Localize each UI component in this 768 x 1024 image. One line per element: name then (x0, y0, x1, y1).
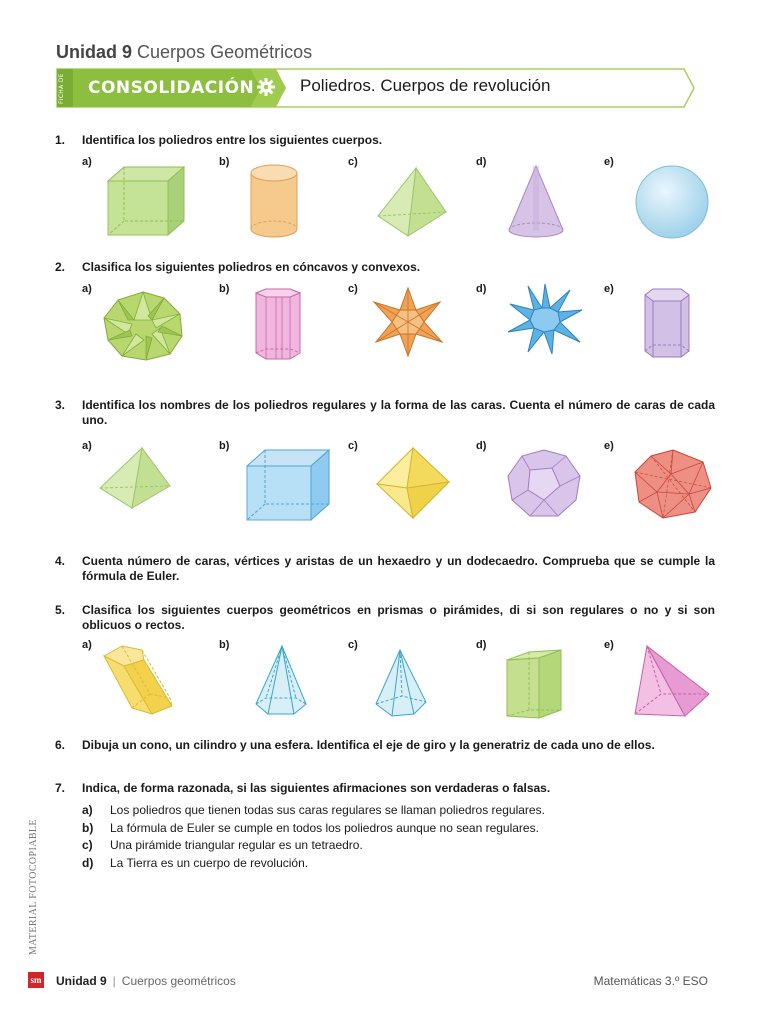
sphere-icon (634, 164, 710, 240)
cube-icon (245, 448, 331, 522)
footer-unit-label: Unidad 9 (56, 974, 107, 988)
publisher-logo: sm (28, 972, 44, 988)
star-polyhedron-icon (372, 286, 444, 358)
option-label: b) (219, 283, 230, 295)
option-label: c) (348, 639, 358, 651)
ficha-label: FICHA DE (58, 73, 65, 105)
footer-course: Matemáticas 3.º ESO (593, 974, 708, 988)
square-prism-icon (505, 648, 563, 720)
question-text: Dibuja un cono, un cilindro y una esfera. Identifica el eje de giro y la generatriz de cada uno de ellos. (82, 738, 655, 752)
question-number: 6. (55, 738, 66, 752)
statement-text: Los poliedros que tienen todas sus caras regulares se llaman poliedros regulares. (110, 803, 545, 817)
statement-a (82, 803, 545, 818)
question-3 (55, 398, 715, 428)
oblique-pyramid-icon (633, 644, 711, 718)
statement-text: La Tierra es un cuerpo de revolución. (110, 856, 309, 870)
question-6 (55, 738, 715, 753)
option-label: b) (219, 639, 230, 651)
octahedron-icon (375, 446, 451, 520)
question-number: 2. (55, 260, 66, 274)
icosahedron-icon (633, 448, 713, 520)
cube-icon (106, 165, 186, 237)
question-7 (55, 781, 715, 796)
option-label: c) (348, 156, 358, 168)
question-4 (55, 554, 715, 584)
option-label: a) (82, 156, 92, 168)
statement-label: b) (82, 821, 94, 835)
pentagonal-pyramid-icon (374, 648, 428, 720)
oblique-pentagonal-prism-icon (100, 644, 174, 718)
option-label: d) (476, 639, 487, 651)
option-label: c) (348, 440, 358, 452)
option-label: e) (604, 639, 614, 651)
question-text: Indica, de forma razonada, si las siguientes afirmaciones son verdaderas o falsas. (82, 781, 551, 795)
statement-d (82, 856, 308, 871)
statement-text: La fórmula de Euler se cumple en todos los poliedros aunque no sean regulares. (110, 821, 539, 835)
question-text: Cuenta número de caras, vértices y aristas de un hexaedro y un dodecaedro. Comprueba que se cumple la fórmula de Euler. (82, 554, 715, 583)
stellated-polyhedron-icon (102, 290, 184, 362)
section-label: CONSOLIDACIÓN (88, 78, 255, 98)
statement-label: d) (82, 856, 94, 870)
section-title: Poliedros. Cuerpos de revolución (300, 76, 551, 95)
question-text: Clasifica los siguientes poliedros en cóncavos y convexos. (82, 260, 421, 274)
question-number: 1. (55, 133, 66, 147)
cylinder-icon (248, 163, 300, 239)
statement-b (82, 821, 539, 836)
hexagonal-pyramid-icon (252, 644, 310, 718)
option-label: c) (348, 283, 358, 295)
question-1 (55, 133, 715, 148)
footer-separator: | (112, 974, 116, 988)
footer-unit (56, 974, 236, 988)
unit-topic: Cuerpos Geométricos (137, 42, 313, 62)
question-text: Identifica los poliedros entre los siguientes cuerpos. (82, 133, 383, 147)
option-label: a) (82, 639, 92, 651)
option-label: a) (82, 283, 92, 295)
spiky-star-polyhedron-icon (506, 282, 584, 356)
question-number: 5. (55, 603, 66, 617)
question-text: Clasifica los siguientes cuerpos geométricos en prismas o pirámides, di si son regulares o no y si son oblicuos o rectos. (82, 603, 715, 632)
tetrahedron-icon (376, 166, 448, 238)
hexagonal-prism-icon (643, 287, 691, 359)
cone-icon (507, 164, 565, 238)
option-label: e) (604, 283, 614, 295)
option-label: d) (476, 283, 487, 295)
question-2 (55, 260, 715, 275)
option-label: b) (219, 156, 230, 168)
question-text: Identifica los nombres de los poliedros regulares y la forma de las caras. Cuenta el número de caras de cada uno. (82, 398, 715, 427)
gear-icon (256, 77, 276, 97)
option-label: e) (604, 440, 614, 452)
octagonal-prism-icon (254, 287, 302, 361)
footer-topic: Cuerpos geométricos (121, 974, 236, 988)
option-label: e) (604, 156, 614, 168)
question-number: 4. (55, 554, 66, 568)
statement-c (82, 838, 363, 853)
option-label: a) (82, 440, 92, 452)
question-5 (55, 603, 715, 633)
option-label: d) (476, 156, 487, 168)
question-number: 3. (55, 398, 66, 412)
question-number: 7. (55, 781, 66, 795)
option-label: b) (219, 440, 230, 452)
statement-label: a) (82, 803, 93, 817)
unit-label: Unidad 9 (56, 42, 133, 62)
side-watermark-text: MATERIAL FOTOCOPIABLE (28, 819, 39, 955)
unit-title (56, 42, 312, 63)
tetrahedron-icon (98, 446, 172, 510)
option-label: d) (476, 440, 487, 452)
dodecahedron-icon (506, 448, 582, 520)
statement-text: Una pirámide triangular regular es un tetraedro. (110, 838, 363, 852)
statement-label: c) (82, 838, 93, 852)
